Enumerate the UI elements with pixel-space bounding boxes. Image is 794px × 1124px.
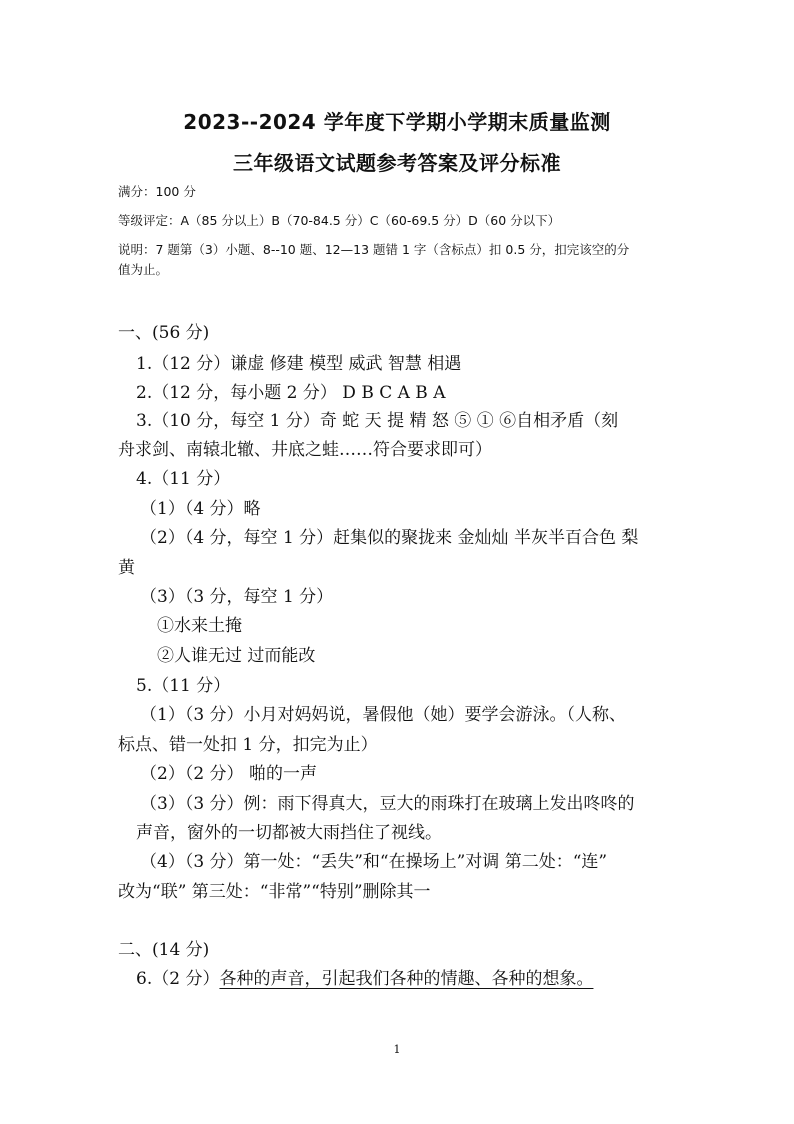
- answer-line: 1.（12 分）谦虚 修建 模型 威武 智慧 相遇: [136, 354, 462, 374]
- answer-line: （4）（3 分）第一处：“丢失”和“在操场上”对调 第二处：“连”: [140, 852, 608, 872]
- answer-line: （2）（4 分，每空 1 分）赶集似的聚拢来 金灿灿 半灰半百合色 梨: [140, 528, 639, 548]
- answer-line: （3）（3 分，每空 1 分）: [140, 587, 334, 607]
- answer-line: （3）（3 分）例：雨下得真大，豆大的雨珠打在玻璃上发出咚咚的: [140, 794, 635, 814]
- answer-line: ②人谁无过 过而能改: [157, 646, 316, 666]
- answer-line: 改为“联” 第三处：“非常”“特别”删除其一: [118, 882, 431, 902]
- note-line: 说明：7 题第（3）小题、8--10 题、12—13 题错 1 字（含标点）扣 0.5 分，扣完该空的分: [118, 242, 630, 257]
- page-title: 2023--2024 学年度下学期小学期末质量监测: [183, 110, 611, 134]
- full-score: 满分：100 分: [118, 184, 196, 199]
- answer-line: （1）（3 分）小月对妈妈说，暑假他（她）要学会游泳。（人称、: [140, 705, 627, 725]
- page-subtitle: 三年级语文试题参考答案及评分标准: [233, 151, 561, 175]
- note-line: 值为止。: [118, 262, 169, 277]
- answer-line: 5.（11 分）: [136, 676, 231, 696]
- answer-line: 黄: [118, 558, 135, 578]
- answer-line: 3.（10 分，每空 1 分）奇 蛇 天 提 精 怒 ⑤ ① ⑥自相矛盾（刻: [136, 411, 619, 431]
- section-heading: 一、(56 分): [118, 323, 210, 343]
- answer-line: （2）（2 分） 啪的一声: [140, 764, 317, 784]
- question-number: 6.（2 分）: [136, 969, 220, 989]
- page-number: 1: [393, 1043, 401, 1056]
- answer-line: 标点、错一处扣 1 分，扣完为止）: [118, 735, 378, 755]
- answer-line: （1）（4 分）略: [140, 499, 261, 519]
- underlined-answer: 各种的声音，引起我们各种的情趣、各种的想象。: [219, 969, 594, 989]
- answer-line: [136, 964, 593, 989]
- answer-line: ①水来土掩: [157, 616, 242, 636]
- section-heading: 二、(14 分): [118, 940, 210, 960]
- answer-line: 4.（11 分）: [136, 469, 231, 489]
- grading-scale: 等级评定：A（85 分以上）B（70-84.5 分）C（60-69.5 分）D（60 分以下）: [118, 213, 561, 228]
- answer-line: 声音，窗外的一切都被大雨挡住了视线。: [136, 823, 442, 843]
- answer-line: 2.（12 分，每小题 2 分） D B C A B A: [136, 383, 446, 403]
- answer-line: 舟求剑、南辕北辙、井底之蛙……符合要求即可）: [118, 440, 492, 460]
